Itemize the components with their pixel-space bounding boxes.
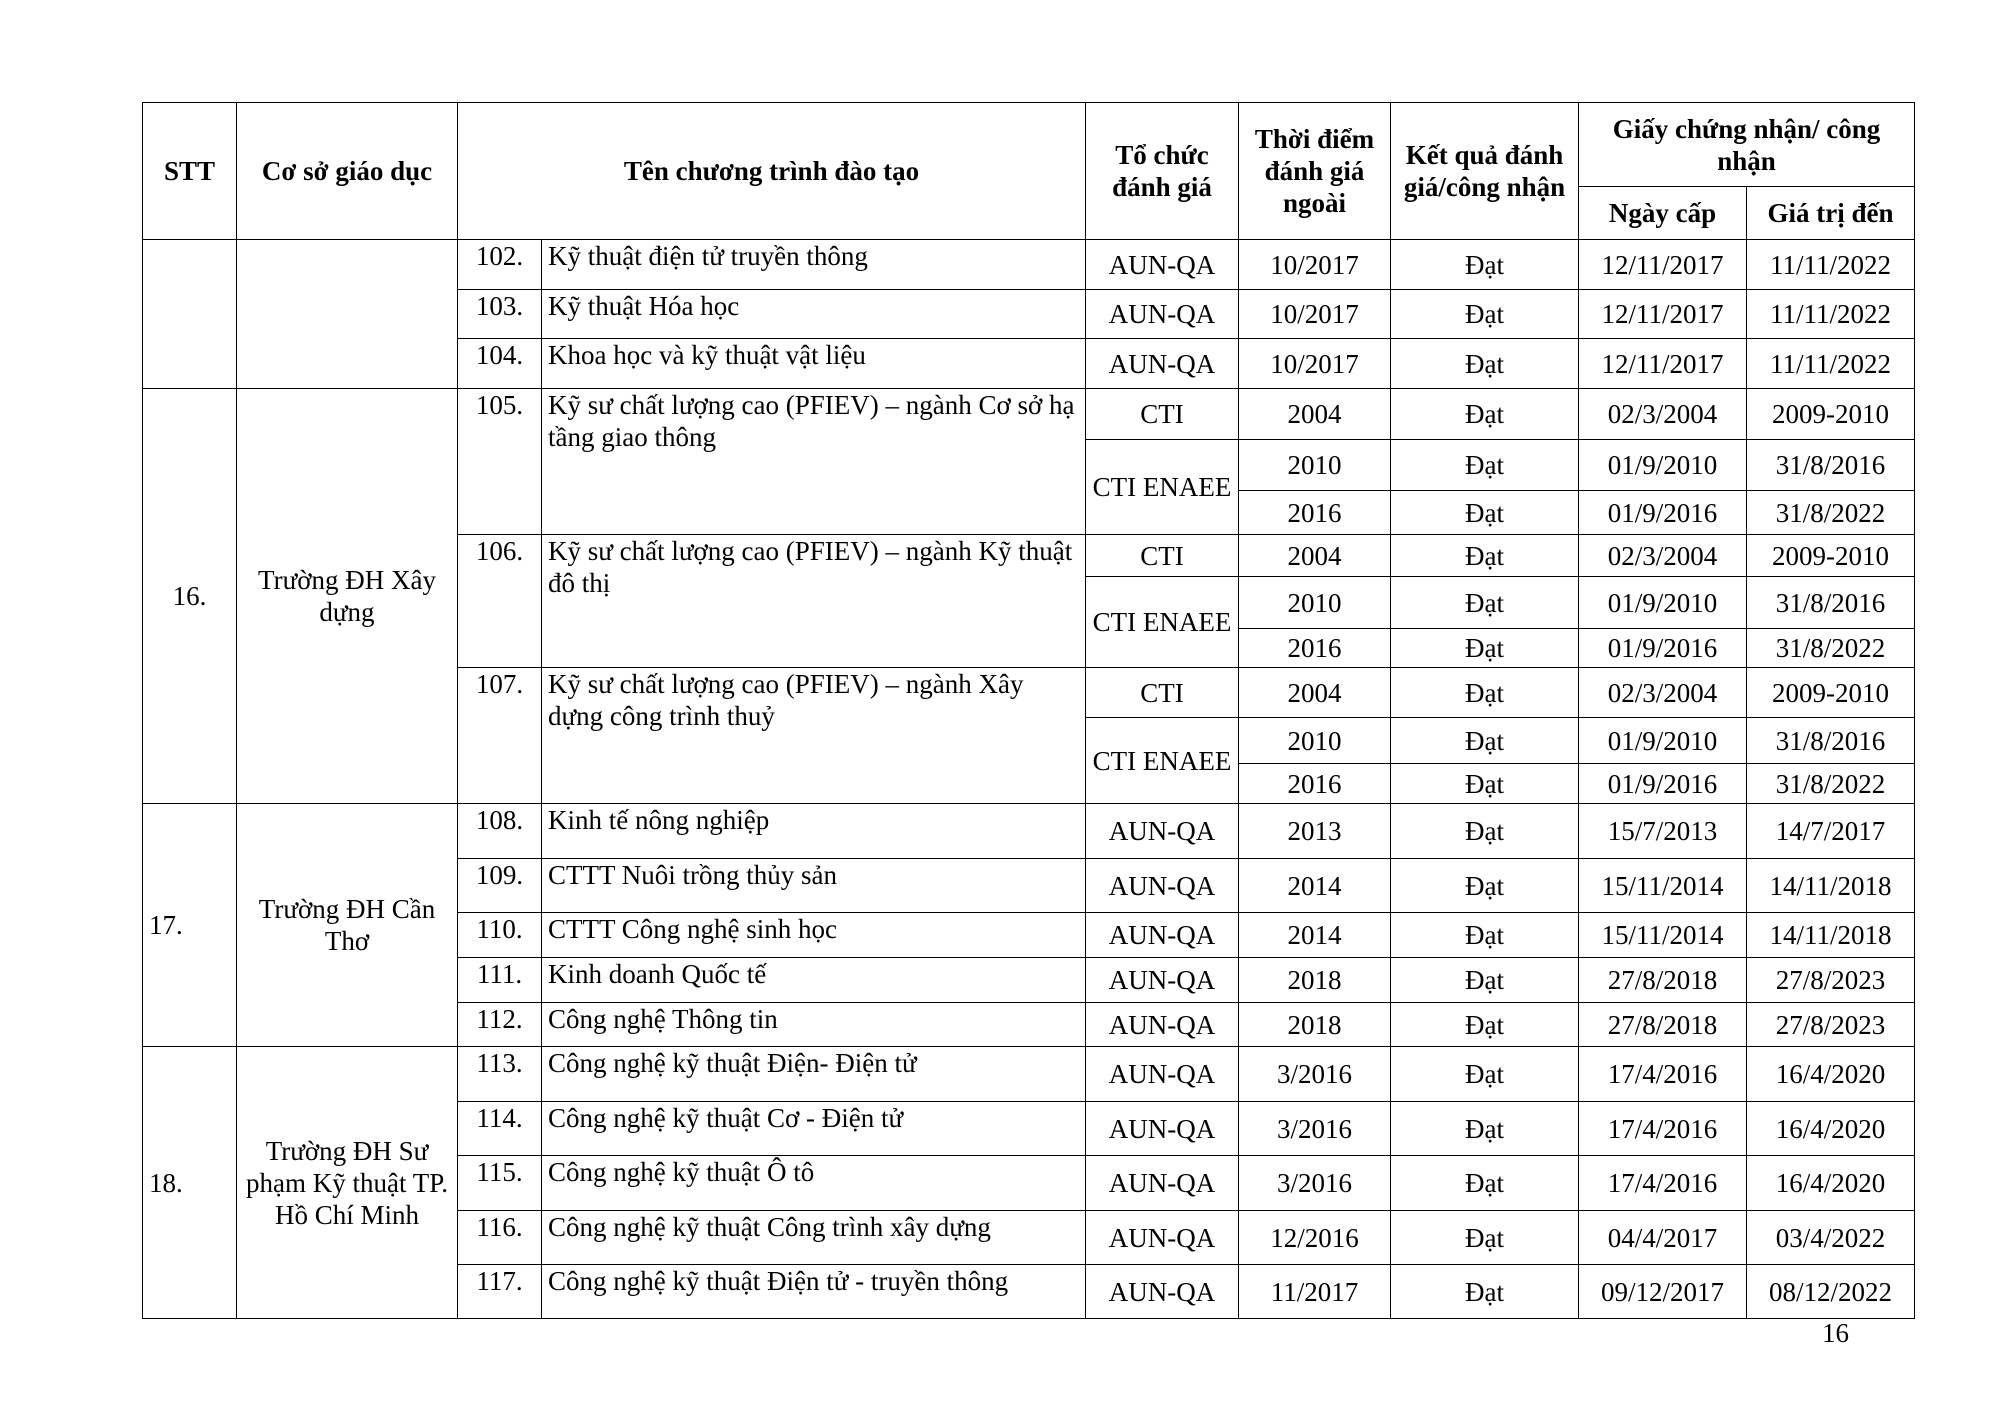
- stt-cell: 18.: [143, 1047, 237, 1319]
- issued-cell: 01/9/2010: [1579, 440, 1747, 491]
- result-cell: Đạt: [1391, 1102, 1579, 1156]
- program-number: 113.: [458, 1047, 542, 1102]
- valid-cell: 31/8/2016: [1747, 718, 1915, 764]
- program-number: 106.: [458, 535, 542, 668]
- program-number: 108.: [458, 804, 542, 859]
- program-name: Kỹ sư chất lượng cao (PFIEV) – ngành Kỹ thuật đô thị: [542, 535, 1086, 668]
- time-cell: 2018: [1239, 1003, 1391, 1047]
- issued-cell: 17/4/2016: [1579, 1102, 1747, 1156]
- valid-cell: 11/11/2022: [1747, 290, 1915, 339]
- time-cell: 2016: [1239, 491, 1391, 535]
- result-cell: Đạt: [1391, 958, 1579, 1003]
- org-cell: AUN-QA: [1086, 1102, 1239, 1156]
- result-cell: Đạt: [1391, 440, 1579, 491]
- program-name: CTTT Nuôi trồng thủy sản: [542, 859, 1086, 913]
- valid-cell: 2009-2010: [1747, 668, 1915, 718]
- table-row: [143, 1047, 1915, 1102]
- program-number: 114.: [458, 1102, 542, 1156]
- time-cell: 2004: [1239, 535, 1391, 577]
- time-cell: 2004: [1239, 668, 1391, 718]
- issued-cell: 09/12/2017: [1579, 1265, 1747, 1319]
- org-cell: AUN-QA: [1086, 804, 1239, 859]
- valid-cell: 16/4/2020: [1747, 1047, 1915, 1102]
- org-cell: CTI: [1086, 668, 1239, 718]
- header-institution: Cơ sở giáo dục: [237, 103, 458, 240]
- valid-cell: 14/7/2017: [1747, 804, 1915, 859]
- org-cell: CTI ENAEE: [1086, 440, 1239, 535]
- org-cell: AUN-QA: [1086, 913, 1239, 958]
- issued-cell: 01/9/2016: [1579, 491, 1747, 535]
- valid-cell: 11/11/2022: [1747, 339, 1915, 389]
- program-name: Công nghệ kỹ thuật Công trình xây dựng: [542, 1211, 1086, 1265]
- org-cell: AUN-QA: [1086, 1265, 1239, 1319]
- header-result: Kết quả đánh giá/công nhận: [1391, 103, 1579, 240]
- time-cell: 2010: [1239, 577, 1391, 629]
- result-cell: Đạt: [1391, 1211, 1579, 1265]
- program-number: 112.: [458, 1003, 542, 1047]
- result-cell: Đạt: [1391, 339, 1579, 389]
- institution-cell: Trường ĐH Xây dựng: [237, 389, 458, 804]
- org-cell: CTI: [1086, 389, 1239, 440]
- issued-cell: 15/11/2014: [1579, 859, 1747, 913]
- issued-cell: 12/11/2017: [1579, 240, 1747, 290]
- time-cell: 10/2017: [1239, 240, 1391, 290]
- valid-cell: 14/11/2018: [1747, 859, 1915, 913]
- time-cell: 3/2016: [1239, 1156, 1391, 1211]
- program-name: Kinh doanh Quốc tế: [542, 958, 1086, 1003]
- valid-cell: 31/8/2016: [1747, 440, 1915, 491]
- result-cell: Đạt: [1391, 718, 1579, 764]
- time-cell: 10/2017: [1239, 290, 1391, 339]
- table-row: [143, 804, 1915, 859]
- issued-cell: 04/4/2017: [1579, 1211, 1747, 1265]
- program-number: 103.: [458, 290, 542, 339]
- program-number: 117.: [458, 1265, 542, 1319]
- program-number: 102.: [458, 240, 542, 290]
- program-name: CTTT Công nghệ sinh học: [542, 913, 1086, 958]
- issued-cell: 15/11/2014: [1579, 913, 1747, 958]
- program-name: Công nghệ Thông tin: [542, 1003, 1086, 1047]
- time-cell: 10/2017: [1239, 339, 1391, 389]
- issued-cell: 01/9/2016: [1579, 629, 1747, 668]
- valid-cell: 27/8/2023: [1747, 1003, 1915, 1047]
- time-cell: 11/2017: [1239, 1265, 1391, 1319]
- program-name: Kỹ thuật Hóa học: [542, 290, 1086, 339]
- stt-cell: 16.: [143, 389, 237, 804]
- stt-cell: [143, 240, 237, 389]
- program-number: 115.: [458, 1156, 542, 1211]
- org-cell: AUN-QA: [1086, 1003, 1239, 1047]
- issued-cell: 02/3/2004: [1579, 535, 1747, 577]
- program-name: Công nghệ kỹ thuật Cơ - Điện tử: [542, 1102, 1086, 1156]
- header-cert: Giấy chứng nhận/ công nhận: [1579, 103, 1915, 187]
- time-cell: 2014: [1239, 859, 1391, 913]
- valid-cell: 14/11/2018: [1747, 913, 1915, 958]
- program-name: Kỹ sư chất lượng cao (PFIEV) – ngành Cơ sở hạ tầng giao thông: [542, 389, 1086, 535]
- program-name: Kinh tế nông nghiệp: [542, 804, 1086, 859]
- result-cell: Đạt: [1391, 1265, 1579, 1319]
- program-number: 110.: [458, 913, 542, 958]
- page-number: 16: [1822, 1318, 1849, 1348]
- header-time: Thời điểm đánh giá ngoài: [1239, 103, 1391, 240]
- issued-cell: 15/7/2013: [1579, 804, 1747, 859]
- program-name: Kỹ thuật điện tử truyền thông: [542, 240, 1086, 290]
- program-number: 105.: [458, 389, 542, 535]
- program-number: 104.: [458, 339, 542, 389]
- org-cell: CTI ENAEE: [1086, 577, 1239, 668]
- result-cell: Đạt: [1391, 804, 1579, 859]
- issued-cell: 01/9/2016: [1579, 764, 1747, 804]
- header-program: Tên chương trình đào tạo: [458, 103, 1086, 240]
- issued-cell: 01/9/2010: [1579, 718, 1747, 764]
- time-cell: 2004: [1239, 389, 1391, 440]
- valid-cell: 16/4/2020: [1747, 1156, 1915, 1211]
- time-cell: 3/2016: [1239, 1102, 1391, 1156]
- valid-cell: 31/8/2022: [1747, 491, 1915, 535]
- issued-cell: 01/9/2010: [1579, 577, 1747, 629]
- issued-cell: 27/8/2018: [1579, 1003, 1747, 1047]
- result-cell: Đạt: [1391, 577, 1579, 629]
- result-cell: Đạt: [1391, 859, 1579, 913]
- header-valid: Giá trị đến: [1747, 187, 1915, 240]
- program-name: Công nghệ kỹ thuật Ô tô: [542, 1156, 1086, 1211]
- time-cell: 2014: [1239, 913, 1391, 958]
- org-cell: AUN-QA: [1086, 1156, 1239, 1211]
- time-cell: 2018: [1239, 958, 1391, 1003]
- result-cell: Đạt: [1391, 1156, 1579, 1211]
- time-cell: 2016: [1239, 764, 1391, 804]
- issued-cell: 02/3/2004: [1579, 389, 1747, 440]
- result-cell: Đạt: [1391, 764, 1579, 804]
- result-cell: Đạt: [1391, 1047, 1579, 1102]
- time-cell: 2013: [1239, 804, 1391, 859]
- header-issued: Ngày cấp: [1579, 187, 1747, 240]
- program-number: 109.: [458, 859, 542, 913]
- result-cell: Đạt: [1391, 491, 1579, 535]
- org-cell: CTI: [1086, 535, 1239, 577]
- org-cell: AUN-QA: [1086, 859, 1239, 913]
- org-cell: AUN-QA: [1086, 240, 1239, 290]
- result-cell: Đạt: [1391, 389, 1579, 440]
- valid-cell: 31/8/2022: [1747, 764, 1915, 804]
- table-row: [143, 389, 1915, 440]
- time-cell: 12/2016: [1239, 1211, 1391, 1265]
- time-cell: 2010: [1239, 718, 1391, 764]
- result-cell: Đạt: [1391, 240, 1579, 290]
- issued-cell: 17/4/2016: [1579, 1156, 1747, 1211]
- valid-cell: 2009-2010: [1747, 535, 1915, 577]
- valid-cell: 03/4/2022: [1747, 1211, 1915, 1265]
- org-cell: AUN-QA: [1086, 339, 1239, 389]
- valid-cell: 27/8/2023: [1747, 958, 1915, 1003]
- issued-cell: 02/3/2004: [1579, 668, 1747, 718]
- valid-cell: 2009-2010: [1747, 389, 1915, 440]
- issued-cell: 27/8/2018: [1579, 958, 1747, 1003]
- valid-cell: 11/11/2022: [1747, 240, 1915, 290]
- table-row: [143, 240, 1915, 290]
- org-cell: AUN-QA: [1086, 1047, 1239, 1102]
- program-name: Công nghệ kỹ thuật Điện tử - truyền thông: [542, 1265, 1086, 1319]
- result-cell: Đạt: [1391, 629, 1579, 668]
- time-cell: 2010: [1239, 440, 1391, 491]
- valid-cell: 16/4/2020: [1747, 1102, 1915, 1156]
- result-cell: Đạt: [1391, 1003, 1579, 1047]
- header-stt: STT: [143, 103, 237, 240]
- result-cell: Đạt: [1391, 668, 1579, 718]
- institution-cell: [237, 240, 458, 389]
- result-cell: Đạt: [1391, 535, 1579, 577]
- valid-cell: 08/12/2022: [1747, 1265, 1915, 1319]
- program-name: Kỹ sư chất lượng cao (PFIEV) – ngành Xây dựng công trình thuỷ: [542, 668, 1086, 804]
- institution-cell: Trường ĐH Sư phạm Kỹ thuật TP. Hồ Chí Minh: [237, 1047, 458, 1319]
- program-name: Công nghệ kỹ thuật Điện- Điện tử: [542, 1047, 1086, 1102]
- header-org: Tổ chức đánh giá: [1086, 103, 1239, 240]
- result-cell: Đạt: [1391, 290, 1579, 339]
- issued-cell: 17/4/2016: [1579, 1047, 1747, 1102]
- org-cell: AUN-QA: [1086, 290, 1239, 339]
- accreditation-table: [142, 102, 1915, 1319]
- org-cell: AUN-QA: [1086, 958, 1239, 1003]
- valid-cell: 31/8/2022: [1747, 629, 1915, 668]
- issued-cell: 12/11/2017: [1579, 339, 1747, 389]
- program-number: 107.: [458, 668, 542, 804]
- institution-cell: Trường ĐH Cần Thơ: [237, 804, 458, 1047]
- time-cell: 2016: [1239, 629, 1391, 668]
- org-cell: CTI ENAEE: [1086, 718, 1239, 804]
- result-cell: Đạt: [1391, 913, 1579, 958]
- stt-cell: 17.: [143, 804, 237, 1047]
- program-number: 116.: [458, 1211, 542, 1265]
- issued-cell: 12/11/2017: [1579, 290, 1747, 339]
- valid-cell: 31/8/2016: [1747, 577, 1915, 629]
- program-number: 111.: [458, 958, 542, 1003]
- org-cell: AUN-QA: [1086, 1211, 1239, 1265]
- program-name: Khoa học và kỹ thuật vật liệu: [542, 339, 1086, 389]
- time-cell: 3/2016: [1239, 1047, 1391, 1102]
